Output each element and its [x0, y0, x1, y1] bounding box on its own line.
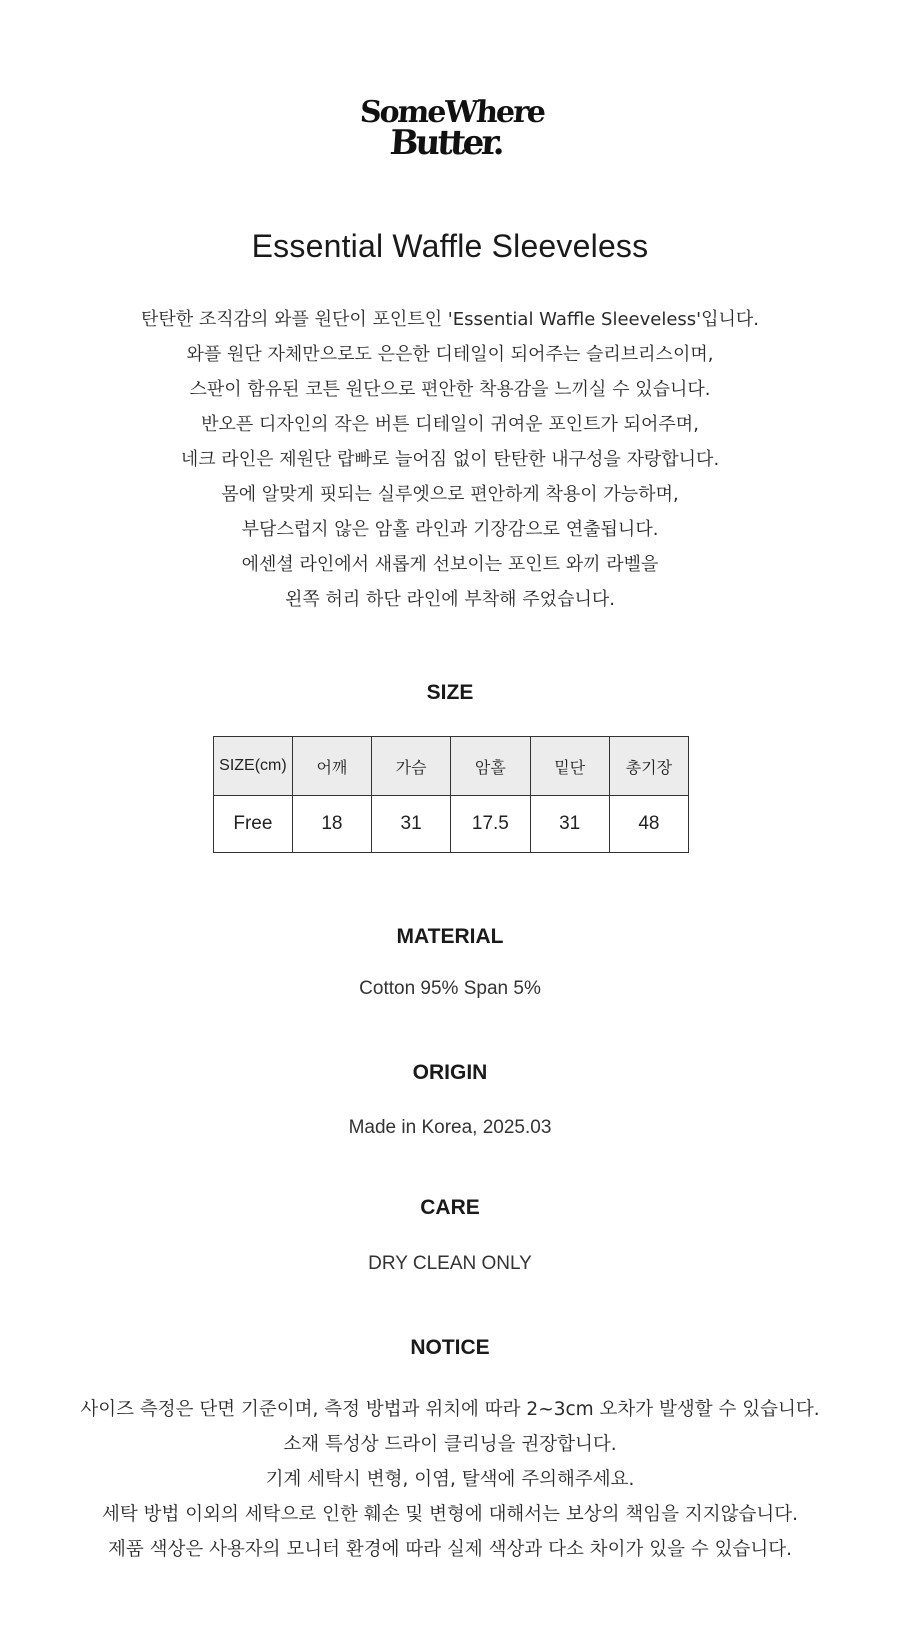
notice-line: 사이즈 측정은 단면 기준이며, 측정 방법과 위치에 따라 2~3cm 오차가 발생할 수 있습니다. — [80, 1399, 820, 1420]
size-column-header: 어깨 — [292, 737, 371, 796]
notice-heading: NOTICE — [410, 1336, 490, 1359]
material-heading: MATERIAL — [396, 925, 504, 948]
origin-text: Made in Korea, 2025.03 — [348, 1117, 552, 1138]
brand-logo-line1: SomeWhere — [358, 95, 546, 130]
description-line: 부담스럽지 않은 암홀 라인과 기장감으로 연출됩니다. — [241, 519, 659, 540]
brand-logo-line2: Butter. — [388, 123, 504, 163]
size-column-header: 가슴 — [372, 737, 451, 796]
notice-line: 기계 세탁시 변형, 이염, 탈색에 주의해주세요. — [265, 1469, 635, 1490]
description-line: 네크 라인은 제원단 랍빠로 늘어짐 없이 탄탄한 내구성을 자랑합니다. — [180, 449, 720, 470]
size-column-header: 밑단 — [530, 737, 609, 796]
size-table-header-row — [214, 737, 689, 796]
notice-line: 제품 색상은 사용자의 모니터 환경에 따라 실제 색상과 다소 차이가 있을 수 있습니다. — [107, 1539, 793, 1560]
size-cell: 18 — [292, 796, 371, 853]
size-cell: 48 — [609, 796, 688, 853]
size-cell: 31 — [530, 796, 609, 853]
size-column-header: 총기장 — [609, 737, 688, 796]
description-line: 몸에 알맞게 핏되는 실루엣으로 편안하게 착용이 가능하며, — [221, 484, 679, 505]
care-heading: CARE — [420, 1196, 480, 1219]
care-text: DRY CLEAN ONLY — [368, 1253, 532, 1274]
description-line: 반오픈 디자인의 작은 버튼 디테일이 귀여운 포인트가 되어주며, — [201, 414, 699, 435]
description-line: 스판이 함유된 코튼 원단으로 편안한 착용감을 느끼실 수 있습니다. — [189, 379, 711, 400]
size-cell: 17.5 — [451, 796, 530, 853]
size-table — [213, 736, 689, 853]
size-cell: Free — [214, 796, 293, 853]
notice-list — [0, 1392, 900, 1567]
description-line: 와플 원단 자체만으로도 은은한 디테일이 되어주는 슬리브리스이며, — [186, 344, 714, 365]
size-column-header: 암홀 — [451, 737, 530, 796]
notice-line: 세탁 방법 이외의 세탁으로 인한 훼손 및 변형에 대해서는 보상의 책임을 지지않습니다. — [101, 1504, 799, 1525]
origin-heading: ORIGIN — [412, 1061, 488, 1084]
size-heading: SIZE — [426, 681, 474, 704]
table-row — [214, 796, 689, 853]
product-description — [0, 302, 900, 617]
size-cell: 31 — [372, 796, 451, 853]
product-title: Essential Waffle Sleeveless — [251, 228, 649, 264]
size-column-header: SIZE(cm) — [214, 737, 293, 796]
description-line: 탄탄한 조직감의 와플 원단이 포인트인 'Essential Waffle Sleeveless'입니다. — [140, 309, 760, 330]
notice-line: 소재 특성상 드라이 클리닝을 권장합니다. — [283, 1434, 617, 1455]
description-line: 왼쪽 허리 하단 라인에 부착해 주었습니다. — [285, 589, 615, 610]
brand-logo — [0, 95, 900, 163]
material-text: Cotton 95% Span 5% — [359, 978, 541, 999]
description-line: 에센셜 라인에서 새롭게 선보이는 포인트 와끼 라벨을 — [241, 554, 659, 575]
